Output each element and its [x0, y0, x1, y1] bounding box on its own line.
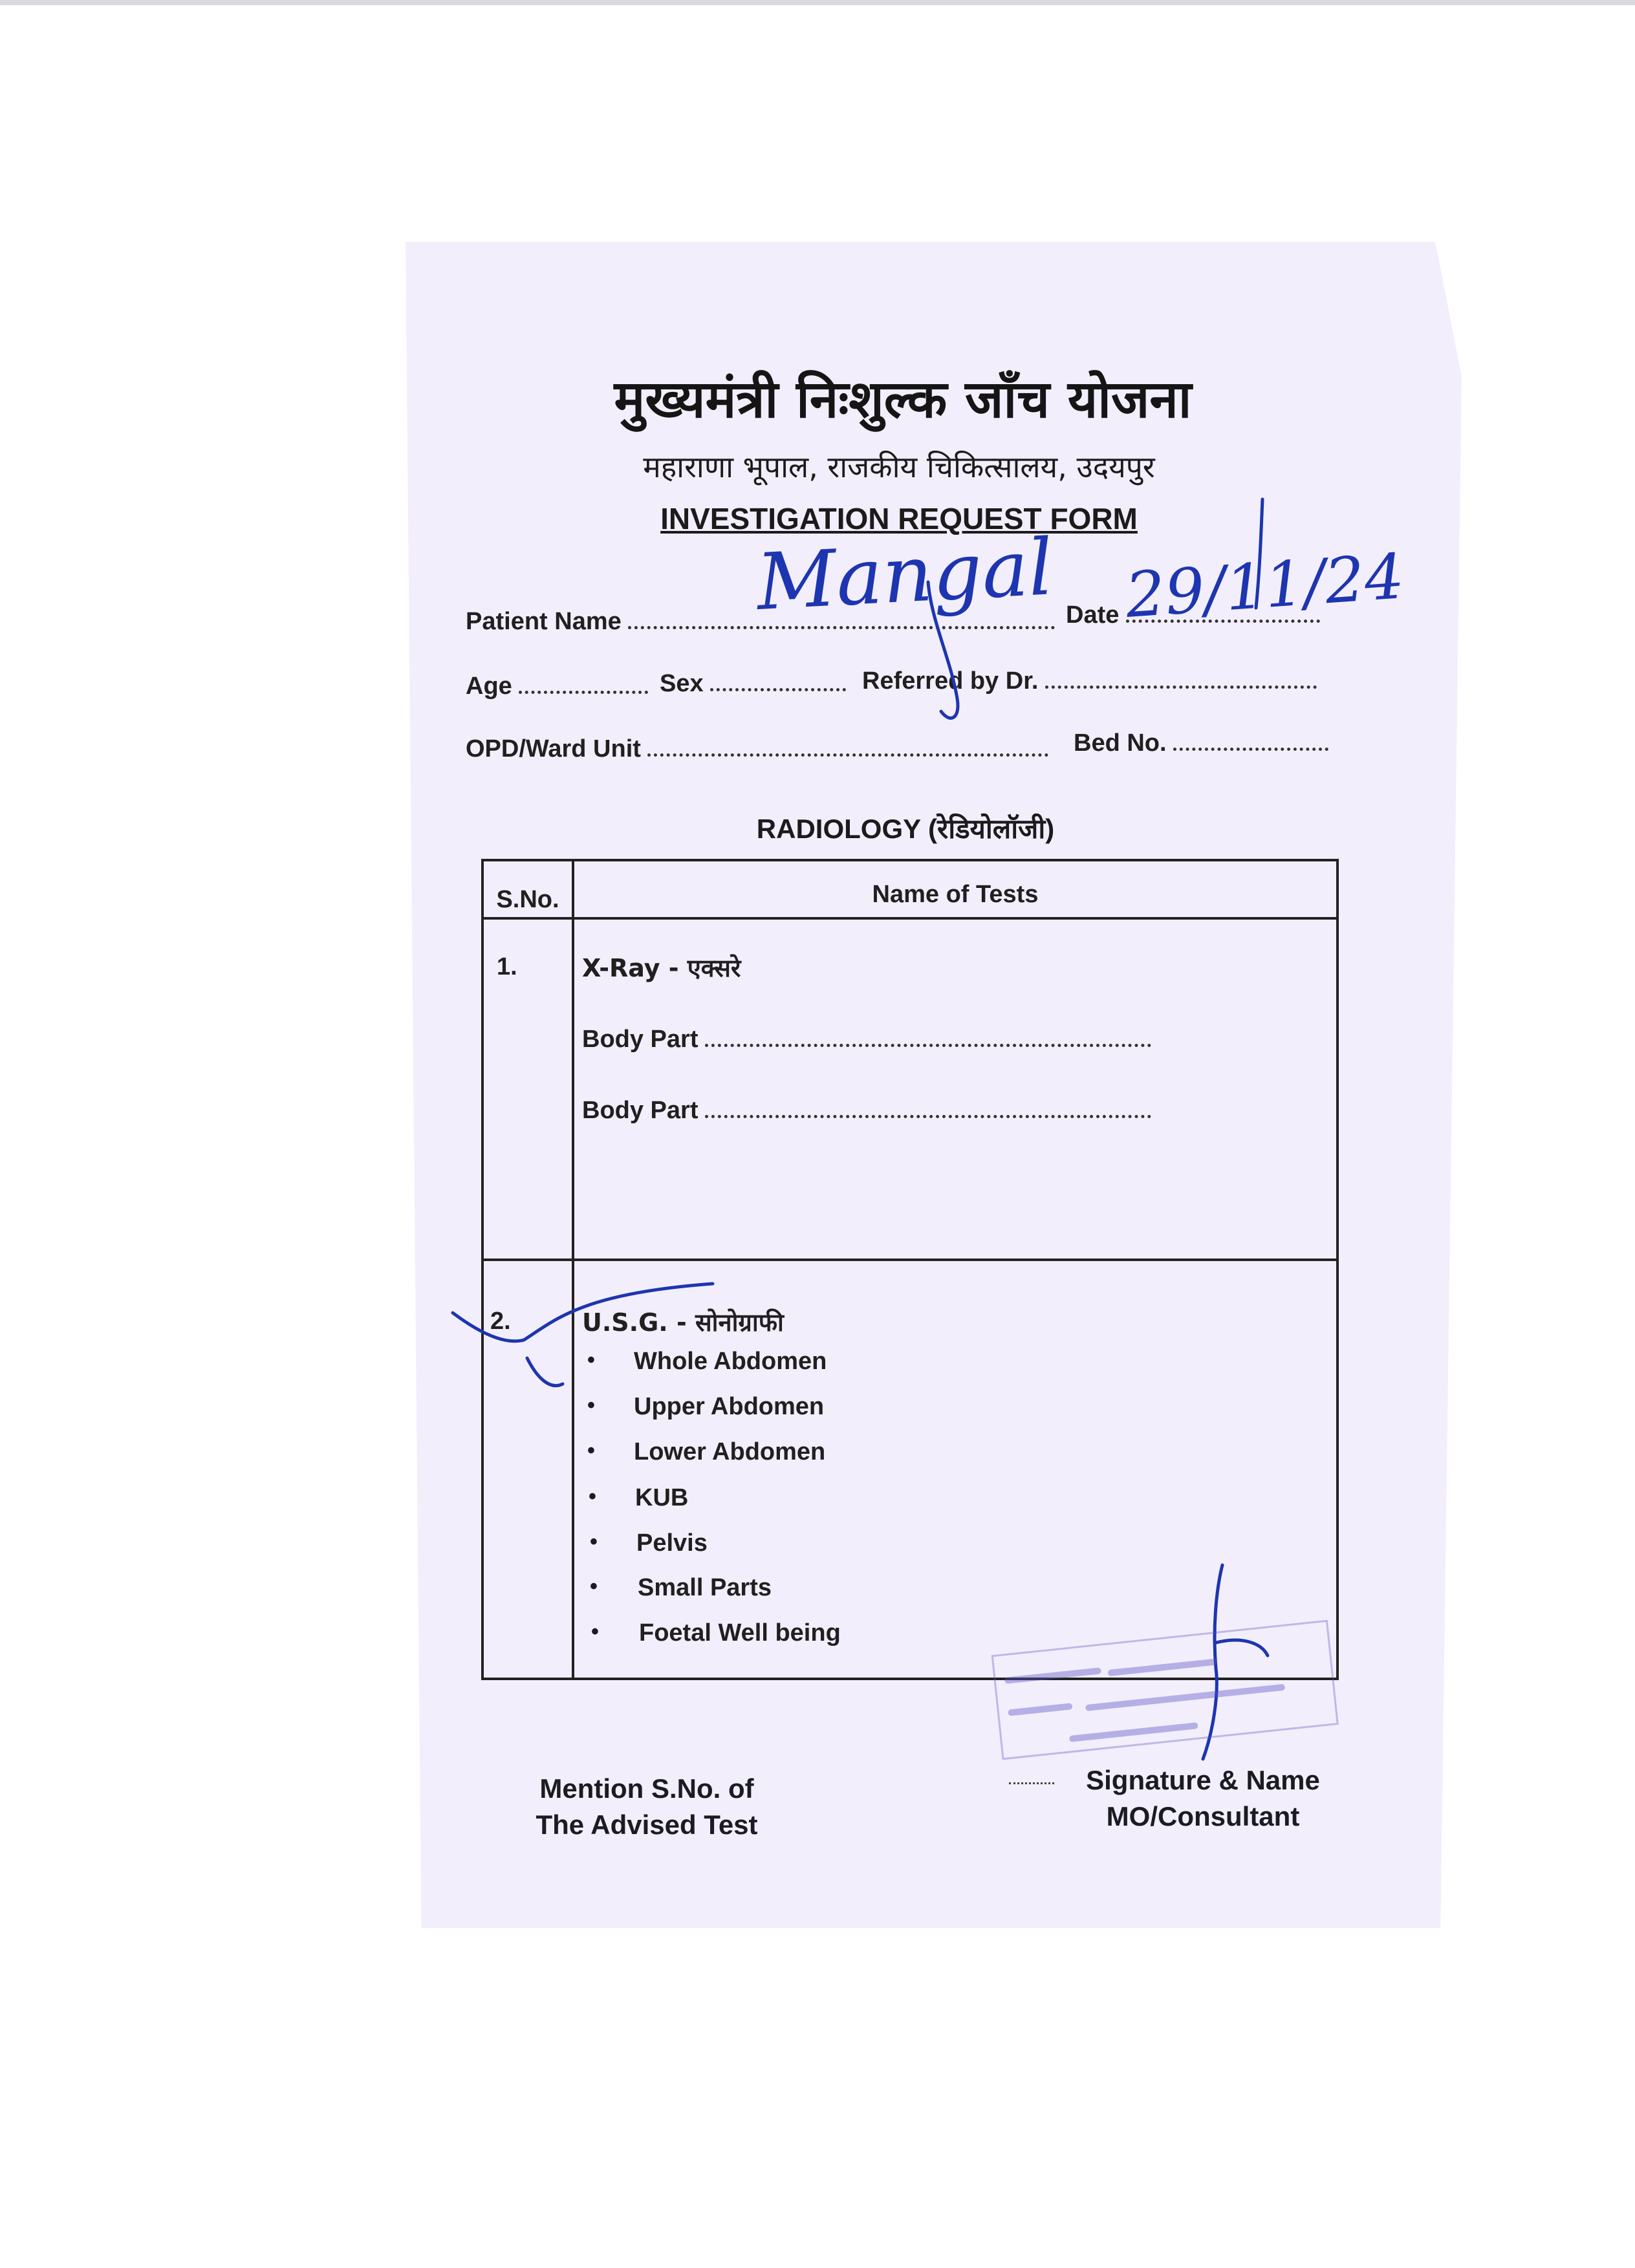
usg-option-whole-abdomen[interactable]: Whole Abdomen	[634, 1348, 827, 1375]
bullet-icon: •	[589, 1484, 596, 1509]
hospital-name-hindi: महाराणा भूपाल, राजकीय चिकित्सालय, उदयपुर	[643, 449, 1155, 484]
handwritten-date-stroke	[1256, 499, 1262, 608]
date-label: Date	[1066, 601, 1120, 629]
usg-test-label[interactable]: U.S.G. - सोनोग्राफी	[582, 1308, 784, 1337]
usg-option-pelvis[interactable]: Pelvis	[636, 1529, 708, 1557]
advised-test-line2: The Advised Test	[536, 1809, 758, 1840]
handwritten-name-stroke	[928, 582, 958, 718]
usg-option-small-parts[interactable]: Small Parts	[638, 1574, 772, 1601]
bullet-icon: •	[587, 1438, 595, 1463]
usg-option-lower-abdomen[interactable]: Lower Abdomen	[634, 1438, 826, 1465]
checkmark-tail-icon	[527, 1358, 563, 1386]
signature-line1: Signature & Name	[1086, 1765, 1320, 1795]
patient-name-label: Patient Name	[466, 608, 622, 635]
age-label: Age	[466, 673, 512, 700]
handwritten-patient-name: Mangal	[754, 523, 1056, 628]
referred-by-label: Referred by Dr.	[862, 667, 1039, 695]
form-title: INVESTIGATION REQUEST FORM	[660, 502, 1138, 535]
bullet-icon: •	[591, 1619, 599, 1644]
bed-no-label: Bed No.	[1074, 729, 1167, 757]
body-part-label: Body Part	[582, 1026, 698, 1053]
xray-test-label[interactable]: X-Ray - एक्सरे	[582, 954, 741, 982]
row2-sno: 2.	[490, 1308, 511, 1335]
bullet-icon: •	[590, 1529, 598, 1554]
body-part-label: Body Part	[582, 1097, 698, 1124]
checkmark-icon	[453, 1284, 713, 1341]
handwritten-date: 29/11/24	[1123, 540, 1407, 632]
scheme-title-hindi: मुख्यमंत्री निःशुल्क जाँच योजना	[614, 369, 1192, 429]
advised-test-line1: Mention S.No. of	[539, 1773, 754, 1804]
usg-option-upper-abdomen[interactable]: Upper Abdomen	[634, 1393, 825, 1420]
hospital-stamp-icon	[992, 1621, 1337, 1758]
radiology-section-title: RADIOLOGY (रेडियोलॉजी)	[756, 814, 1055, 844]
bullet-icon: •	[587, 1348, 595, 1372]
signature-line2: MO/Consultant	[1106, 1801, 1300, 1831]
usg-option-foetal-well-being[interactable]: Foetal Well being	[639, 1619, 841, 1647]
sex-label: Sex	[660, 670, 704, 697]
bullet-icon: •	[590, 1574, 598, 1599]
bullet-icon: •	[587, 1393, 595, 1418]
usg-option-kub[interactable]: KUB	[635, 1484, 689, 1511]
opd-ward-label: OPD/Ward Unit	[466, 735, 641, 762]
col-header-tests: Name of Tests	[872, 881, 1039, 908]
col-header-sno: S.No.	[496, 886, 559, 913]
row1-sno: 1.	[497, 953, 517, 980]
